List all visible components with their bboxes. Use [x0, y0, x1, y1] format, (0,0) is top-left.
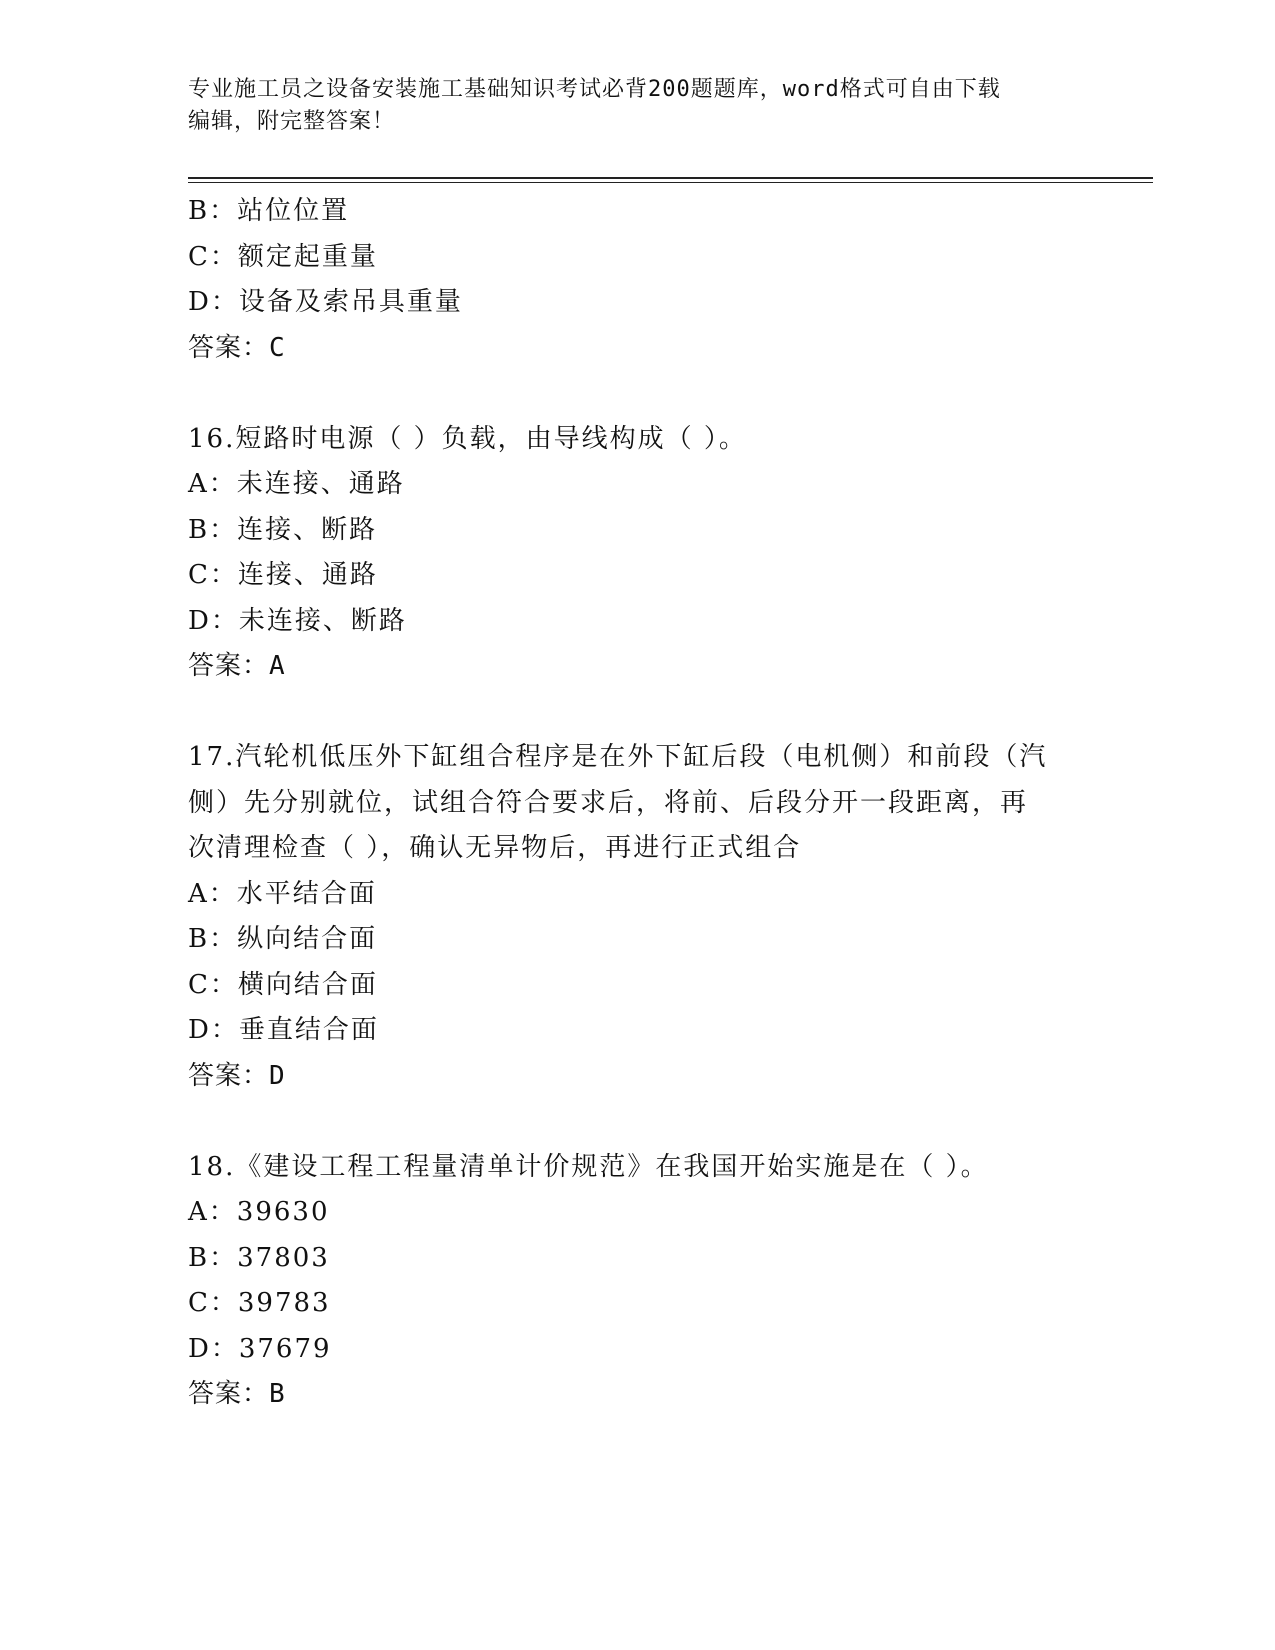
question-block-16 [188, 417, 1088, 690]
answer-line: 答案：B [188, 1379, 286, 1409]
option-c: C：横向结合面 [188, 969, 378, 1000]
option-a: A：39630 [188, 1197, 330, 1227]
answer-line: 答案：D [188, 1060, 286, 1091]
option-d: D：未连接、断路 [188, 605, 407, 636]
option-b: B：站位位置 [188, 196, 350, 226]
option-c: C：连接、通路 [188, 560, 378, 590]
option-a: A：水平结合面 [188, 878, 377, 909]
question-stem: 16.短路时电源（ ）负载，由导线构成（ ）。 [188, 423, 747, 454]
option-b: B：37803 [188, 1242, 330, 1273]
header-divider-thick [188, 177, 1153, 179]
option-d: D：设备及索吊具重量 [188, 287, 463, 317]
question-list [188, 189, 1088, 1418]
document-header [188, 74, 1088, 138]
question-stem-line-1: 17.汽轮机低压外下缸组合程序是在外下缸后段（电机侧）和前段（汽 [188, 742, 1048, 772]
spacer [188, 690, 1088, 736]
question-block-15 [188, 189, 1088, 371]
answer-line: 答案：C [188, 332, 286, 363]
header-line-2: 编辑，附完整答案！ [188, 109, 396, 134]
answer-line: 答案：A [188, 651, 286, 681]
spacer [188, 371, 1088, 417]
option-c: C：39783 [188, 1288, 331, 1318]
option-a: A：未连接、通路 [188, 469, 405, 499]
option-d: D：垂直结合面 [188, 1015, 379, 1045]
question-stem: 18.《建设工程工程量清单计价规范》在我国开始实施是在（ ）。 [188, 1151, 989, 1182]
header-line-1: 专业施工员之设备安装施工基础知识考试必背200题题库，word格式可自由下载 [188, 77, 1001, 102]
header-divider-thin [188, 182, 1153, 183]
question-block-17 [188, 735, 1088, 1099]
question-block-18 [188, 1145, 1088, 1418]
question-stem-line-3: 次清理检查（ ），确认无异物后，再进行正式组合 [188, 833, 802, 863]
spacer [188, 1099, 1088, 1145]
option-d: D：37679 [188, 1333, 332, 1364]
option-c: C：额定起重量 [188, 241, 378, 272]
option-b: B：连接、断路 [188, 514, 378, 545]
question-stem-line-2: 侧）先分别就位，试组合符合要求后，将前、后段分开一段距离，再 [188, 787, 1029, 818]
option-b: B：纵向结合面 [188, 924, 378, 954]
